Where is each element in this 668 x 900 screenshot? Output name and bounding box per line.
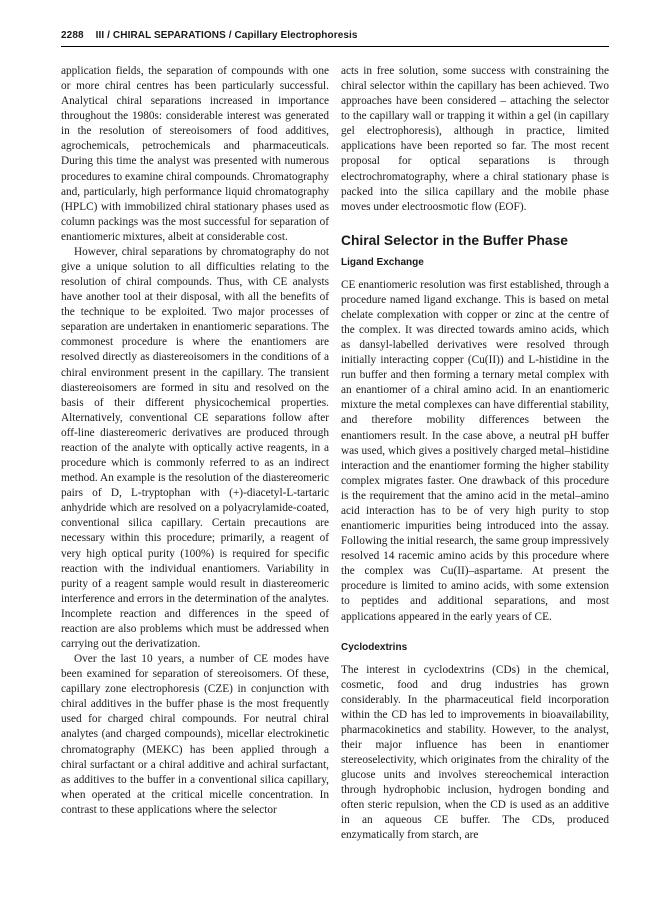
section-heading: Chiral Selector in the Buffer Phase (341, 232, 568, 248)
paragraph: The interest in cyclodextrins (CDs) in the chemical, cosmetic, food and drug industries has grown considerably. In the pharmaceutical field incorporation within the CD has led to improvements in bioavailability, pharmacokinetics and stability. However, to the analyst, their major influence has been in enantiomer stereoselectivity, which originates from the chirality of the glucose units and involves stereochemical interaction through hydrophobic inclusion, hydrogen bonding and often steric repulsion, when the CD is used as an additive in an aqueous CE buffer. The CDs, produced enzymatically from starch, are (341, 663, 609, 842)
subheading-cyclodextrins: Cyclodextrins (341, 641, 408, 653)
paragraph: application fields, the separation of compounds with one or more chiral centres has been particularly successful. Analytical chiral separations increased in importance throughout the 1980s: considerable interest was generated in the resolution of stereoisomers of food additives, agrochemicals, petrochemicals and pharmaceuticals. During this time the analyst was presented with numerous procedures to examine chiral compounds. Chromatography and, particularly, high performance liquid chromatography (HPLC) with immobilized chiral stationary phases used as column packings was the most successful for separation of enantiomeric mixtures, albeit at considerable cost. (61, 65, 329, 243)
paragraph: However, chiral separations by chromatography do not give a unique solution to all difficulties relating to the resolution of chiral compounds. Thus, with CE analysts have another tool at their disposal, with all the benefits of the technique to be exploited. Two major processes of separation are undertaken in enantiomeric separations. The commonest procedure is where the enantiomers are resolved directly as diastereoisomers in the conditions of a chiral environment present in the capillary. The transient diastereoisomers are formed in situ and resolved on the basis of their different physicochemical properties. Alternatively, conventional CE separations follow after off-line diastereomeric derivatives are produced through reaction of the analyte with optically active reagents, in a procedure which is commonly referred to as an indirect method. An example is the resolution of the diastereomeric pairs of D, L-tryptophan with (+)-diacetyl-L-tartaric anhydride which are resolved on a polyacrylamide-coated, conventional silica capillary. Certain precautions are necessary within this procedure; primarily, a reagent of very high optical purity (100%) is required for specific reaction with the individual enantiomers. Variability in purity of a reagent sample would result in diastereomeric interference and errors in the determination of the analytes. Incomplete reaction and differences in the speed of reaction are also problems which must be addressed when carrying out the derivatization. (61, 245, 329, 650)
paragraph: CE enantiomeric resolution was first established, through a procedure named ligand exchange. This is based on metal chelate complexation with copper or zinc at the centre of the complex. It was directed towards amino acids, which as dansyl-labelled derivatives were resolved through initially interacting copper (Cu(II)) and L-histidine in the run buffer and then forming a ternary metal complex with an enantiomer of a chiral amino acid. In an enantiomeric mixture the metal complexes can have differential stability, and therefore mobility differences between the enantiomers result. In the case above, a neutral pH buffer was used, which gives a positively charged metal–histidine interaction and the enantiomer forming the higher stability complex migrates faster. One drawback of this procedure is the requirement that the amino acid in the metal–amino acid interaction has to be of very high purity to stop enantiomeric impurities being introduced into the assay. Following the initial research, the same group impressively resolved 14 racemic amino acids by this procedure where the complex was Cu(II)–aspartame. At present the procedure is limited to amino acids, with some extension to peptides and additional separations, and most applications appeared in the early years of CE. (341, 278, 609, 623)
paragraph: Over the last 10 years, a number of CE modes have been examined for separation of stereoisomers. Of these, capillary zone electrophoresis (CZE) in conjunction with chiral additives in the buffer phase is the most frequently used for charged chiral compounds. For neutral chiral analytes (and charged compounds), micellar electrokinetic chromatography (MEKC) has been applied through a chiral surfactant or a chiral additive and achiral surfactant, as additives to the buffer in a conventional silica capillary, when operated at the critical micelle concentration. In contrast to these applications where the selector (61, 653, 329, 816)
subheading-ligand-exchange: Ligand Exchange (341, 256, 424, 268)
right-column (341, 64, 609, 844)
page-number: 2288 (61, 30, 84, 41)
header-rule (61, 46, 609, 47)
left-column (61, 64, 329, 818)
running-title: III / CHIRAL SEPARATIONS / Capillary Electrophoresis (95, 30, 358, 41)
paragraph: acts in free solution, some success with constraining the chiral selector within the capillary has been achieved. Two approaches have been considered – attaching the selector to the capillary wall or trapping it within a gel (in capillary gel electrophoresis), although in practice, limited applications have been reported so far. The most recent proposal for optical separations is through electrochromatography, where a chiral stationary phase is packed into the silica capillary and the mobile phase moves under electroosmotic flow (EOF). (341, 65, 609, 213)
running-header (61, 30, 609, 44)
